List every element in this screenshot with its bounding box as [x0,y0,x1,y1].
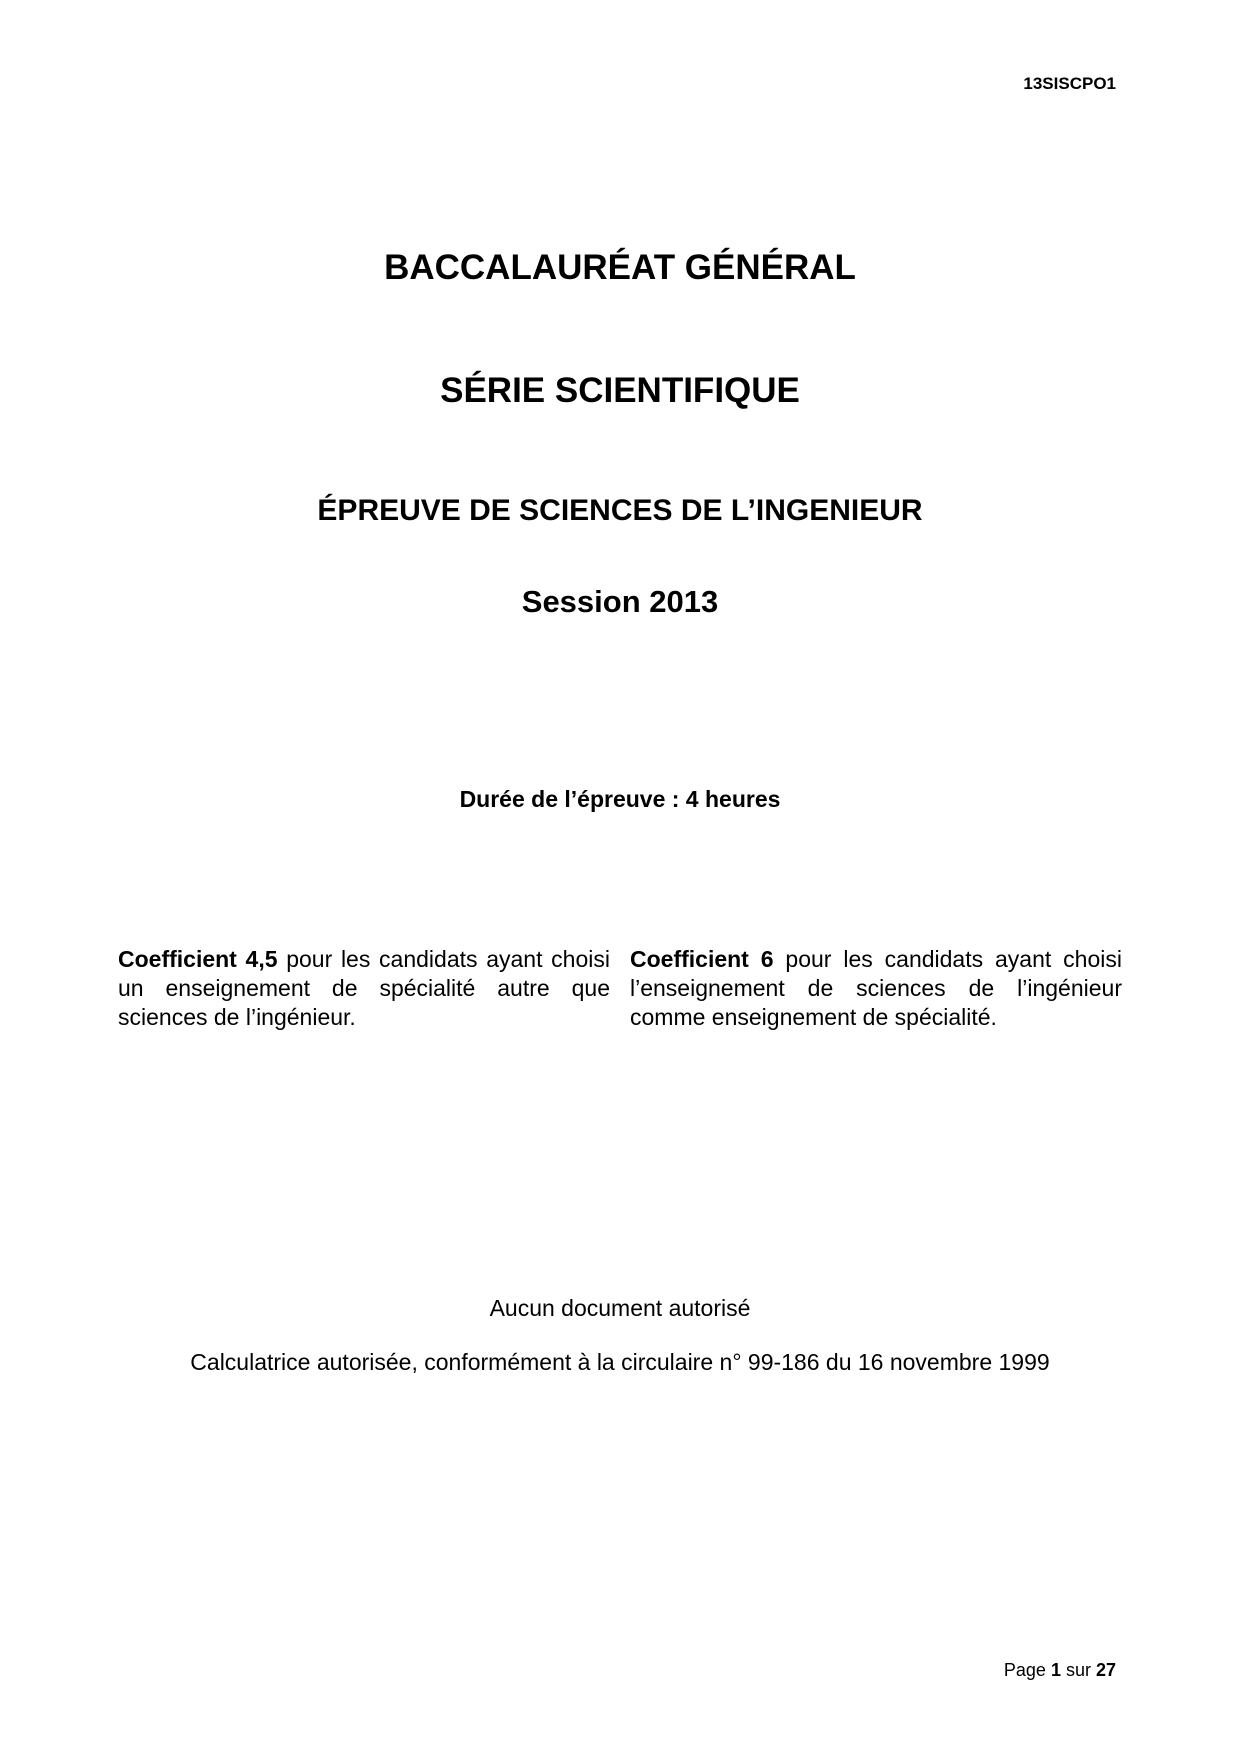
documents-notice: Aucun document autorisé [489,1295,751,1321]
coefficient-text: pour les candidats ayant choisi l’enseignement de sciences de l’ingénieur comme enseignement de spécialité. [630,946,1122,1030]
page-current: 1 [1050,1660,1061,1680]
coefficients-section [118,945,1122,1032]
document-code: 13SISCPO1 [1023,74,1116,93]
page-total: 27 [1095,1660,1116,1680]
coefficient-label: Coefficient 6 [630,946,774,972]
subject-title: ÉPREUVE DE SCIENCES DE L’INGENIEUR [317,494,923,527]
page-prefix: Page [1003,1660,1051,1680]
page-separator: sur [1060,1660,1096,1680]
exam-title: BACCALAURÉAT GÉNÉRAL [384,248,856,287]
calculator-notice: Calculatrice autorisée, conformément à la circulaire n° 99-186 du 16 novembre 1999 [190,1349,1050,1375]
coefficient-si-speciality [630,945,1122,1032]
exam-duration: Durée de l’épreuve : 4 heures [459,786,781,812]
coefficient-text: pour les candidats ayant choisi un enseignement de spécialité autre que sciences de l’ingénieur. [118,946,610,1030]
series-title: SÉRIE SCIENTIFIQUE [440,371,800,410]
session-title: Session 2013 [521,584,719,619]
page-number [1004,1660,1116,1681]
coefficient-label: Coefficient 4,5 [118,946,278,972]
coefficient-other-speciality [118,945,610,1032]
